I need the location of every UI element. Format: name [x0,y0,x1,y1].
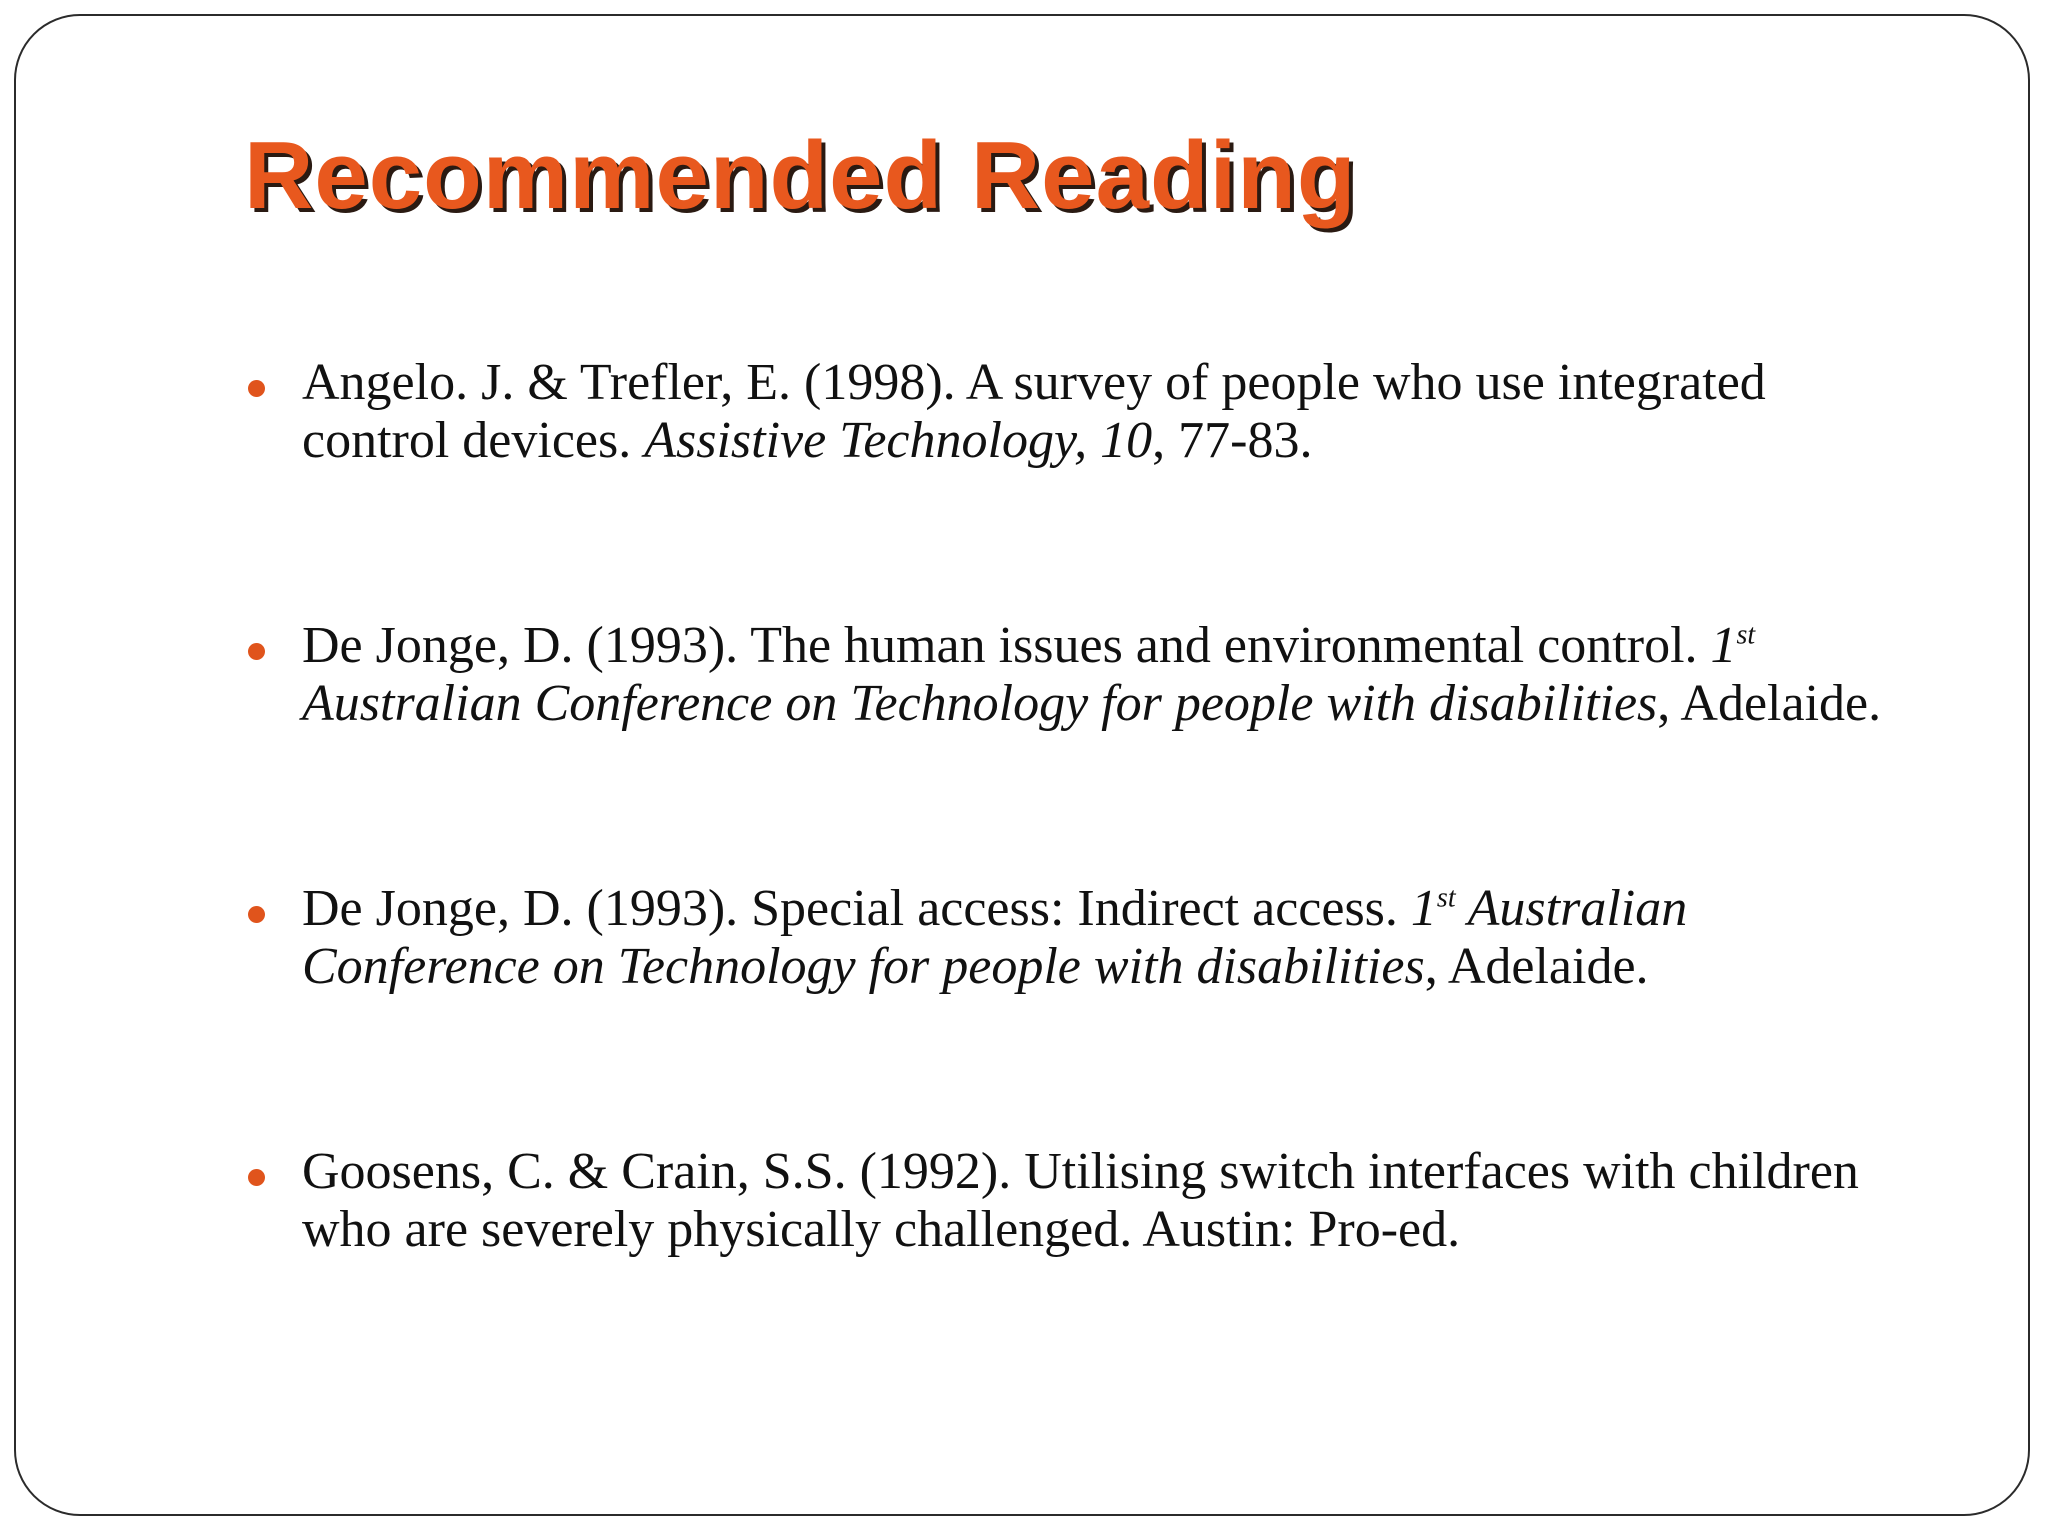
reference-location: , Adelaide. [1424,938,1649,995]
reference-ordinal-suffix: st [1436,882,1456,914]
slide-frame [14,14,2030,1516]
slide-title: Recommended Reading [244,122,1357,229]
reference-item-goosens [244,1143,1924,1259]
reference-item-angelo [244,354,1924,470]
reference-text: Goosens, C. & Crain, S.S. (1992). Utilising switch interfaces with children who are severely physically challenged. Austin: Pro-ed. [302,1143,1859,1258]
reference-text: De Jonge, D. (1993). The human issues and environmental control. [302,617,1711,674]
bullet-icon [248,643,265,660]
reference-ordinal: 1 [1710,617,1737,674]
reference-ordinal-suffix: st [1736,619,1756,651]
reference-conference: Australian Conference on Technology for people with disabilities [302,675,1658,732]
reference-item-dejonge-special-access [244,880,1924,996]
reference-text: De Jonge, D. (1993). Special access: Indirect access. [302,880,1411,937]
reference-ordinal: 1 [1410,880,1437,937]
reference-location: , Adelaide. [1657,675,1882,732]
reference-item-dejonge-human-issues [244,617,1924,733]
reference-pages: , 77-83. [1152,412,1313,469]
bullet-icon [248,380,265,397]
reference-journal: Assistive Technology, 10 [644,412,1153,469]
reference-conference: Australian Conference on Technology for people with disabilities [302,880,1688,995]
reading-list [244,354,1924,1259]
reference-text: Angelo. J. & Trefler, E. (1998). A survey of people who use integrated control devices. [302,354,1766,469]
bullet-icon [248,906,265,923]
bullet-icon [248,1169,265,1186]
